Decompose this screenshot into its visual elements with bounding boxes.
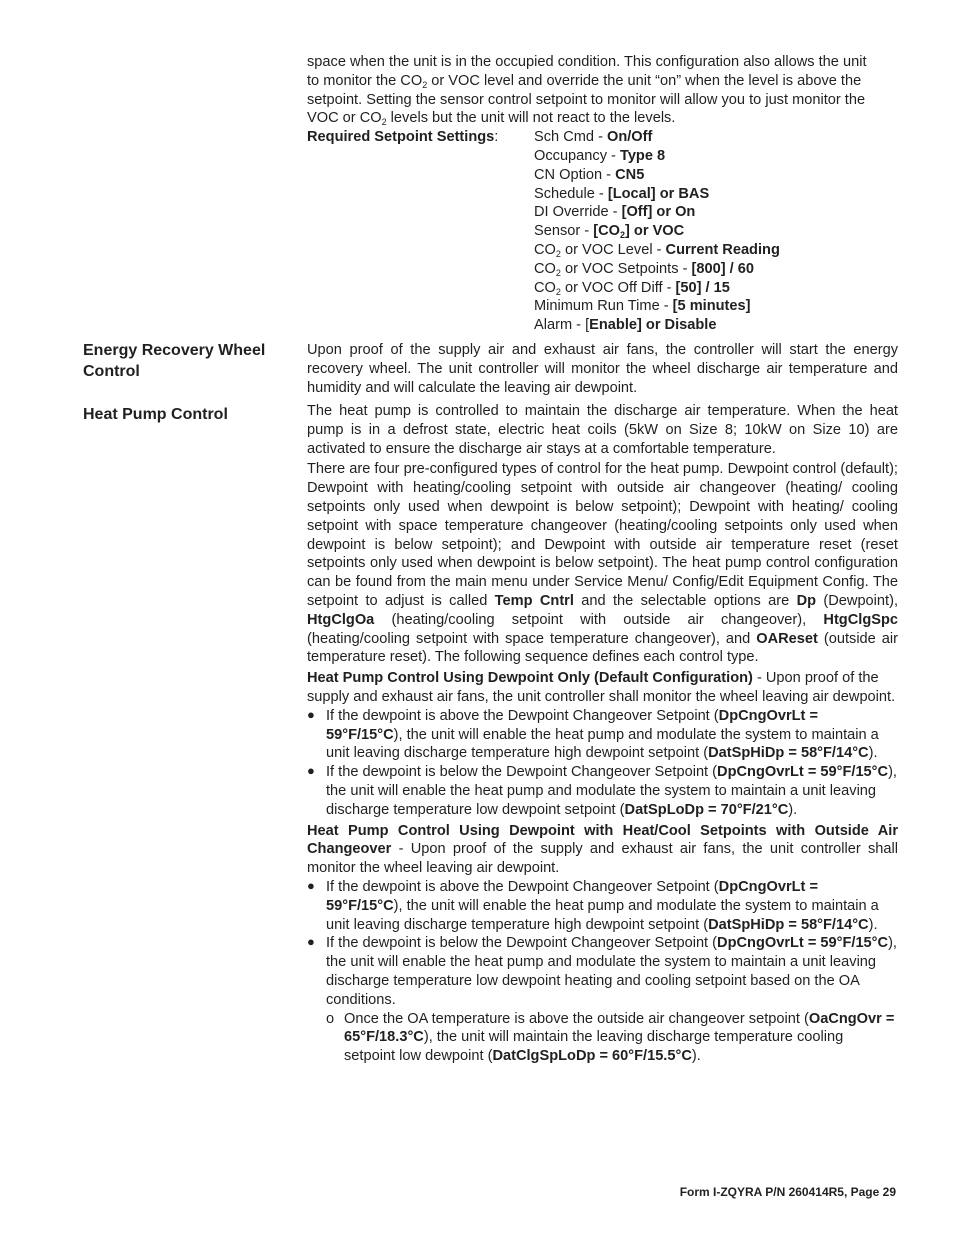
sub-bullet-marker: o: [326, 1010, 335, 1027]
setting-sch-cmd: Sch Cmd - On/Off: [534, 129, 653, 146]
setting-co2-setpoints: $CO_2$ or VOC Setpoints - [800] / 60: [534, 260, 754, 278]
bullet-icon: ●: [307, 706, 315, 722]
setting-co2-level: $CO_2$ or VOC Level - Current Reading: [534, 241, 780, 259]
hp-heading: Heat Pump Control: [83, 406, 228, 423]
list-item: ● If the dewpoint is above the Dewpoint Changeover Setpoint (DpCngOvrLt = 59°F/15°C), the unit will enable the heat pump and modulate the system to maintain a unit leaving discharge temperature high dewpoint setpoint (DatSpHiDp = 58°F/14°C).: [307, 877, 879, 933]
sec2-paragraph: Heat Pump Control Using Dewpoint with Heat/Cool Setpoints with Outside Air Changeover - Upon proof of the supply and exhaust air fans, the unit controller shall monitor the wheel leaving air dewpoint.: [307, 822, 898, 877]
sec1-paragraph: Heat Pump Control Using Dewpoint Only (Default Configuration) - Upon proof of the supply and exhaust air fans, the unit controller shall monitor the wheel leaving air dewpoint.: [307, 670, 896, 705]
setting-schedule: Schedule - [Local] or BAS: [534, 185, 710, 202]
required-setpoint-label: Required Setpoint Settings:: [307, 129, 499, 146]
erw-text: Upon proof of the supply air and exhaust air fans, the controller will start the energy recovery wheel. The unit controller will monitor the wheel discharge air temperature and humidity and will calculate the leaving air dewpoint.: [307, 342, 898, 396]
sub-list-item: o Once the OA temperature is above the outside air changeover setpoint (OaCngOvr = 65°F/18.3°C), the unit will maintain the leaving discharge temperature cooling setpoint low dewpoint (DatClgSpLoDp = 60°F/15.5°C).: [326, 1010, 895, 1065]
erw-heading: Energy Recovery Wheel Control: [83, 342, 266, 380]
sec2-bullet-list: [307, 878, 898, 1010]
bullet-icon: ●: [307, 877, 315, 893]
intro-paragraph: [307, 53, 898, 335]
list-item: ● If the dewpoint is below the Dewpoint Changeover Setpoint (DpCngOvrLt = 59°F/15°C), the unit will enable the heat pump and modulate the system to maintain a unit leaving discharge temperature low dewpoint setpoint (DatSpLoDp = 70°F/21°C).: [307, 763, 897, 818]
list-item: ● If the dewpoint is above the Dewpoint Changeover Setpoint (DpCngOvrLt = 59°F/15°C), the unit will enable the heat pump and modulate the system to maintain a unit leaving discharge temperature high dewpoint setpoint (DatSpHiDp = 58°F/14°C).: [307, 706, 879, 762]
setting-di-override: DI Override - [Off] or On: [534, 204, 696, 221]
hp-section: [307, 402, 898, 1066]
erw-section: [307, 341, 898, 397]
sec1-bullet-list: [307, 707, 898, 820]
setting-co2-off-diff: $CO_2$ or VOC Off Diff - [50] / 15: [534, 279, 730, 297]
list-item: ● If the dewpoint is below the Dewpoint Changeover Setpoint (DpCngOvrLt = 59°F/15°C), the unit will enable the heat pump and modulate the system to maintain a unit leaving discharge temperature low dewpoint heating and cooling setpoint based on the OA conditions.: [307, 934, 897, 1008]
bullet-icon: ●: [307, 763, 315, 779]
setting-sensor: Sensor - $[CO_2]$ or VOC: [534, 223, 685, 241]
hp-paragraph-2: There are four pre-configured types of control for the heat pump. Dewpoint control (default); Dewpoint with heating/cooling setpoint with outside air changeover (heating/ cooling setpoints only used when dewpoint is below setpoint); Dewpoint with heating/ cooling setpoint with space temperature changeover (heating/cooling setpoints only used when dewpoint is below setpoint); and Dewpoint with outside air temperature reset (reset setpoints only used when dewpoint is below setpoint). The heat pump control configuration can be found from the main menu under Service Menu/ Config/Edit Equipment Config. The setpoint to adjust is called Temp Cntrl and the selectable options are Dp (Dewpoint), HtgClgOa (heating/cooling setpoint with outside air changeover), HtgClgSpc (heating/cooling setpoint with space temperature changeover), and OAReset (outside air temperature reset). The following sequence defines each control type.: [307, 461, 899, 666]
intro-line-3: setpoint. Setting the sensor control setpoint to monitor will allow you to just monitor the: [307, 91, 866, 108]
setting-alarm: Alarm - [Enable] or Disable: [534, 317, 717, 334]
required-setpoint-settings: [307, 128, 898, 335]
setting-cn-option: CN Option - CN5: [534, 166, 645, 183]
required-setpoint-list: [534, 128, 780, 335]
bullet-icon: ●: [307, 934, 315, 950]
intro-line-2: to monitor the $CO_2$ or VOC level and override the unit “on” when the level is above the: [307, 72, 862, 90]
hp-paragraph-1: The heat pump is controlled to maintain the discharge air temperature. When the heat pump is in a defrost state, electric heat coils (5kW on Size 8; 10kW on Size 10) are activated to ensure the discharge air stays at a comfortable temperature.: [307, 403, 898, 457]
intro-line-4: VOC or $CO_2$ levels but the unit will not react to the levels.: [307, 110, 676, 128]
page-footer: Form I-ZQYRA P/N 260414R5, Page 29: [679, 1185, 896, 1199]
intro-line-1: space when the unit is in the occupied condition. This configuration also allows the unit: [307, 54, 867, 70]
setting-min-run-time: Minimum Run Time - [5 minutes]: [534, 298, 751, 315]
setting-occupancy: Occupancy - Type 8: [534, 147, 666, 164]
